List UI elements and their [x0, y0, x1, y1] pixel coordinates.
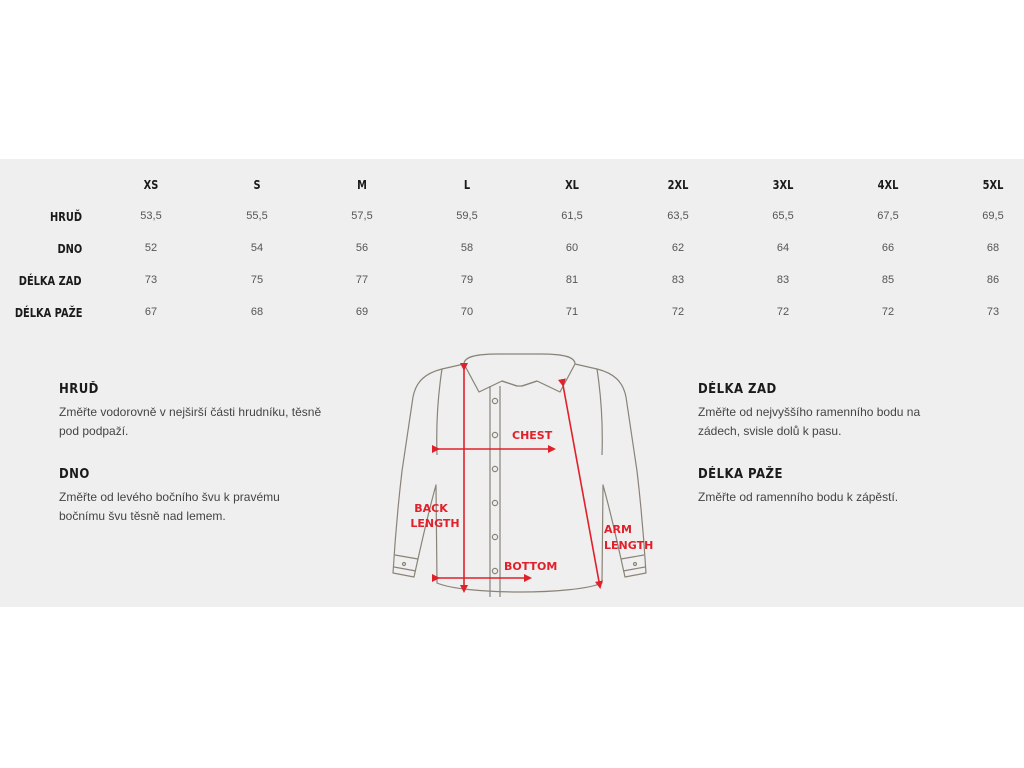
table-cell: 75: [250, 274, 264, 286]
table-cell: 54: [250, 242, 264, 254]
table-cell: 71: [565, 306, 579, 318]
chest-title: HRUĎ: [59, 382, 99, 397]
size-header-5xl: 5XL: [982, 178, 1004, 192]
table-cell: 73: [986, 306, 1000, 318]
arm-length-title: DÉLKA PAŽE: [698, 467, 783, 482]
table-cell: 62: [671, 242, 685, 254]
table-cell: 59,5: [456, 210, 478, 222]
row-label-back-length: DÉLKA ZAD: [19, 274, 82, 288]
table-cell: 67: [144, 306, 158, 318]
table-cell: 73: [144, 274, 158, 286]
bottom-line-1: Změřte od levého bočního švu k pravému: [59, 490, 280, 504]
back-length-label-1: BACK: [414, 502, 448, 515]
table-cell: 61,5: [561, 210, 583, 222]
table-cell: 72: [671, 306, 685, 318]
bottom-label: BOTTOM: [504, 560, 558, 573]
arm-length-label-2: LENGTH: [604, 539, 654, 552]
table-cell: 63,5: [667, 210, 689, 222]
size-header-4xl: 4XL: [877, 178, 899, 192]
table-cell: 81: [565, 274, 579, 286]
arm-length-arrow: [563, 385, 600, 587]
table-cell: 67,5: [877, 210, 899, 222]
shirt-buttons: [492, 398, 497, 573]
size-header-s: S: [253, 178, 261, 192]
table-cell: 69,5: [982, 210, 1004, 222]
size-header-2xl: 2XL: [667, 178, 689, 192]
table-cell: 68: [986, 242, 1000, 254]
back-length-label-2: LENGTH: [410, 517, 460, 530]
table-cell: 64: [776, 242, 790, 254]
chest-line-1: Změřte vodorovně v nejširší části hrudníku, těsně: [59, 405, 322, 419]
bottom-line-2: bočnímu švu těsně nad lemem.: [59, 509, 226, 523]
table-cell: 77: [355, 274, 369, 286]
size-header-l: L: [463, 178, 471, 192]
table-cell: 72: [881, 306, 895, 318]
table-cell: 55,5: [246, 210, 268, 222]
shirt-measurement-diagram: [380, 345, 660, 607]
row-label-arm-length: DÉLKA PAŽE: [14, 306, 82, 320]
chest-line-2: pod podpaží.: [59, 424, 129, 438]
bottom-title: DNO: [59, 467, 90, 482]
table-cell: 83: [776, 274, 790, 286]
row-label-chest: HRUĎ: [50, 210, 82, 224]
size-header-xs: XS: [143, 178, 159, 192]
table-cell: 68: [250, 306, 264, 318]
table-cell: 57,5: [351, 210, 373, 222]
table-cell: 69: [355, 306, 369, 318]
table-cell: 52: [144, 242, 158, 254]
back-length-line-1: Změřte od nejvyššího ramenního bodu na: [698, 405, 921, 419]
size-header-xl: XL: [565, 178, 579, 192]
table-cell: 72: [776, 306, 790, 318]
row-label-bottom: DNO: [57, 242, 82, 256]
chest-label: CHEST: [512, 429, 553, 442]
size-header-m: M: [357, 178, 367, 192]
table-cell: 79: [460, 274, 474, 286]
table-cell: 86: [986, 274, 1000, 286]
table-cell: 53,5: [140, 210, 162, 222]
table-cell: 56: [355, 242, 369, 254]
table-cell: 83: [671, 274, 685, 286]
arm-length-label-1: ARM: [604, 523, 632, 536]
table-cell: 85: [881, 274, 895, 286]
back-length-title: DÉLKA ZAD: [698, 382, 777, 397]
table-cell: 65,5: [772, 210, 794, 222]
size-header-3xl: 3XL: [772, 178, 794, 192]
table-cell: 60: [565, 242, 579, 254]
table-cell: 58: [460, 242, 474, 254]
table-cell: 66: [881, 242, 895, 254]
back-length-line-2: zádech, svisle dolů k pasu.: [698, 424, 842, 438]
table-cell: 70: [460, 306, 474, 318]
arm-length-line-1: Změřte od ramenního bodu k zápěstí.: [698, 490, 899, 504]
